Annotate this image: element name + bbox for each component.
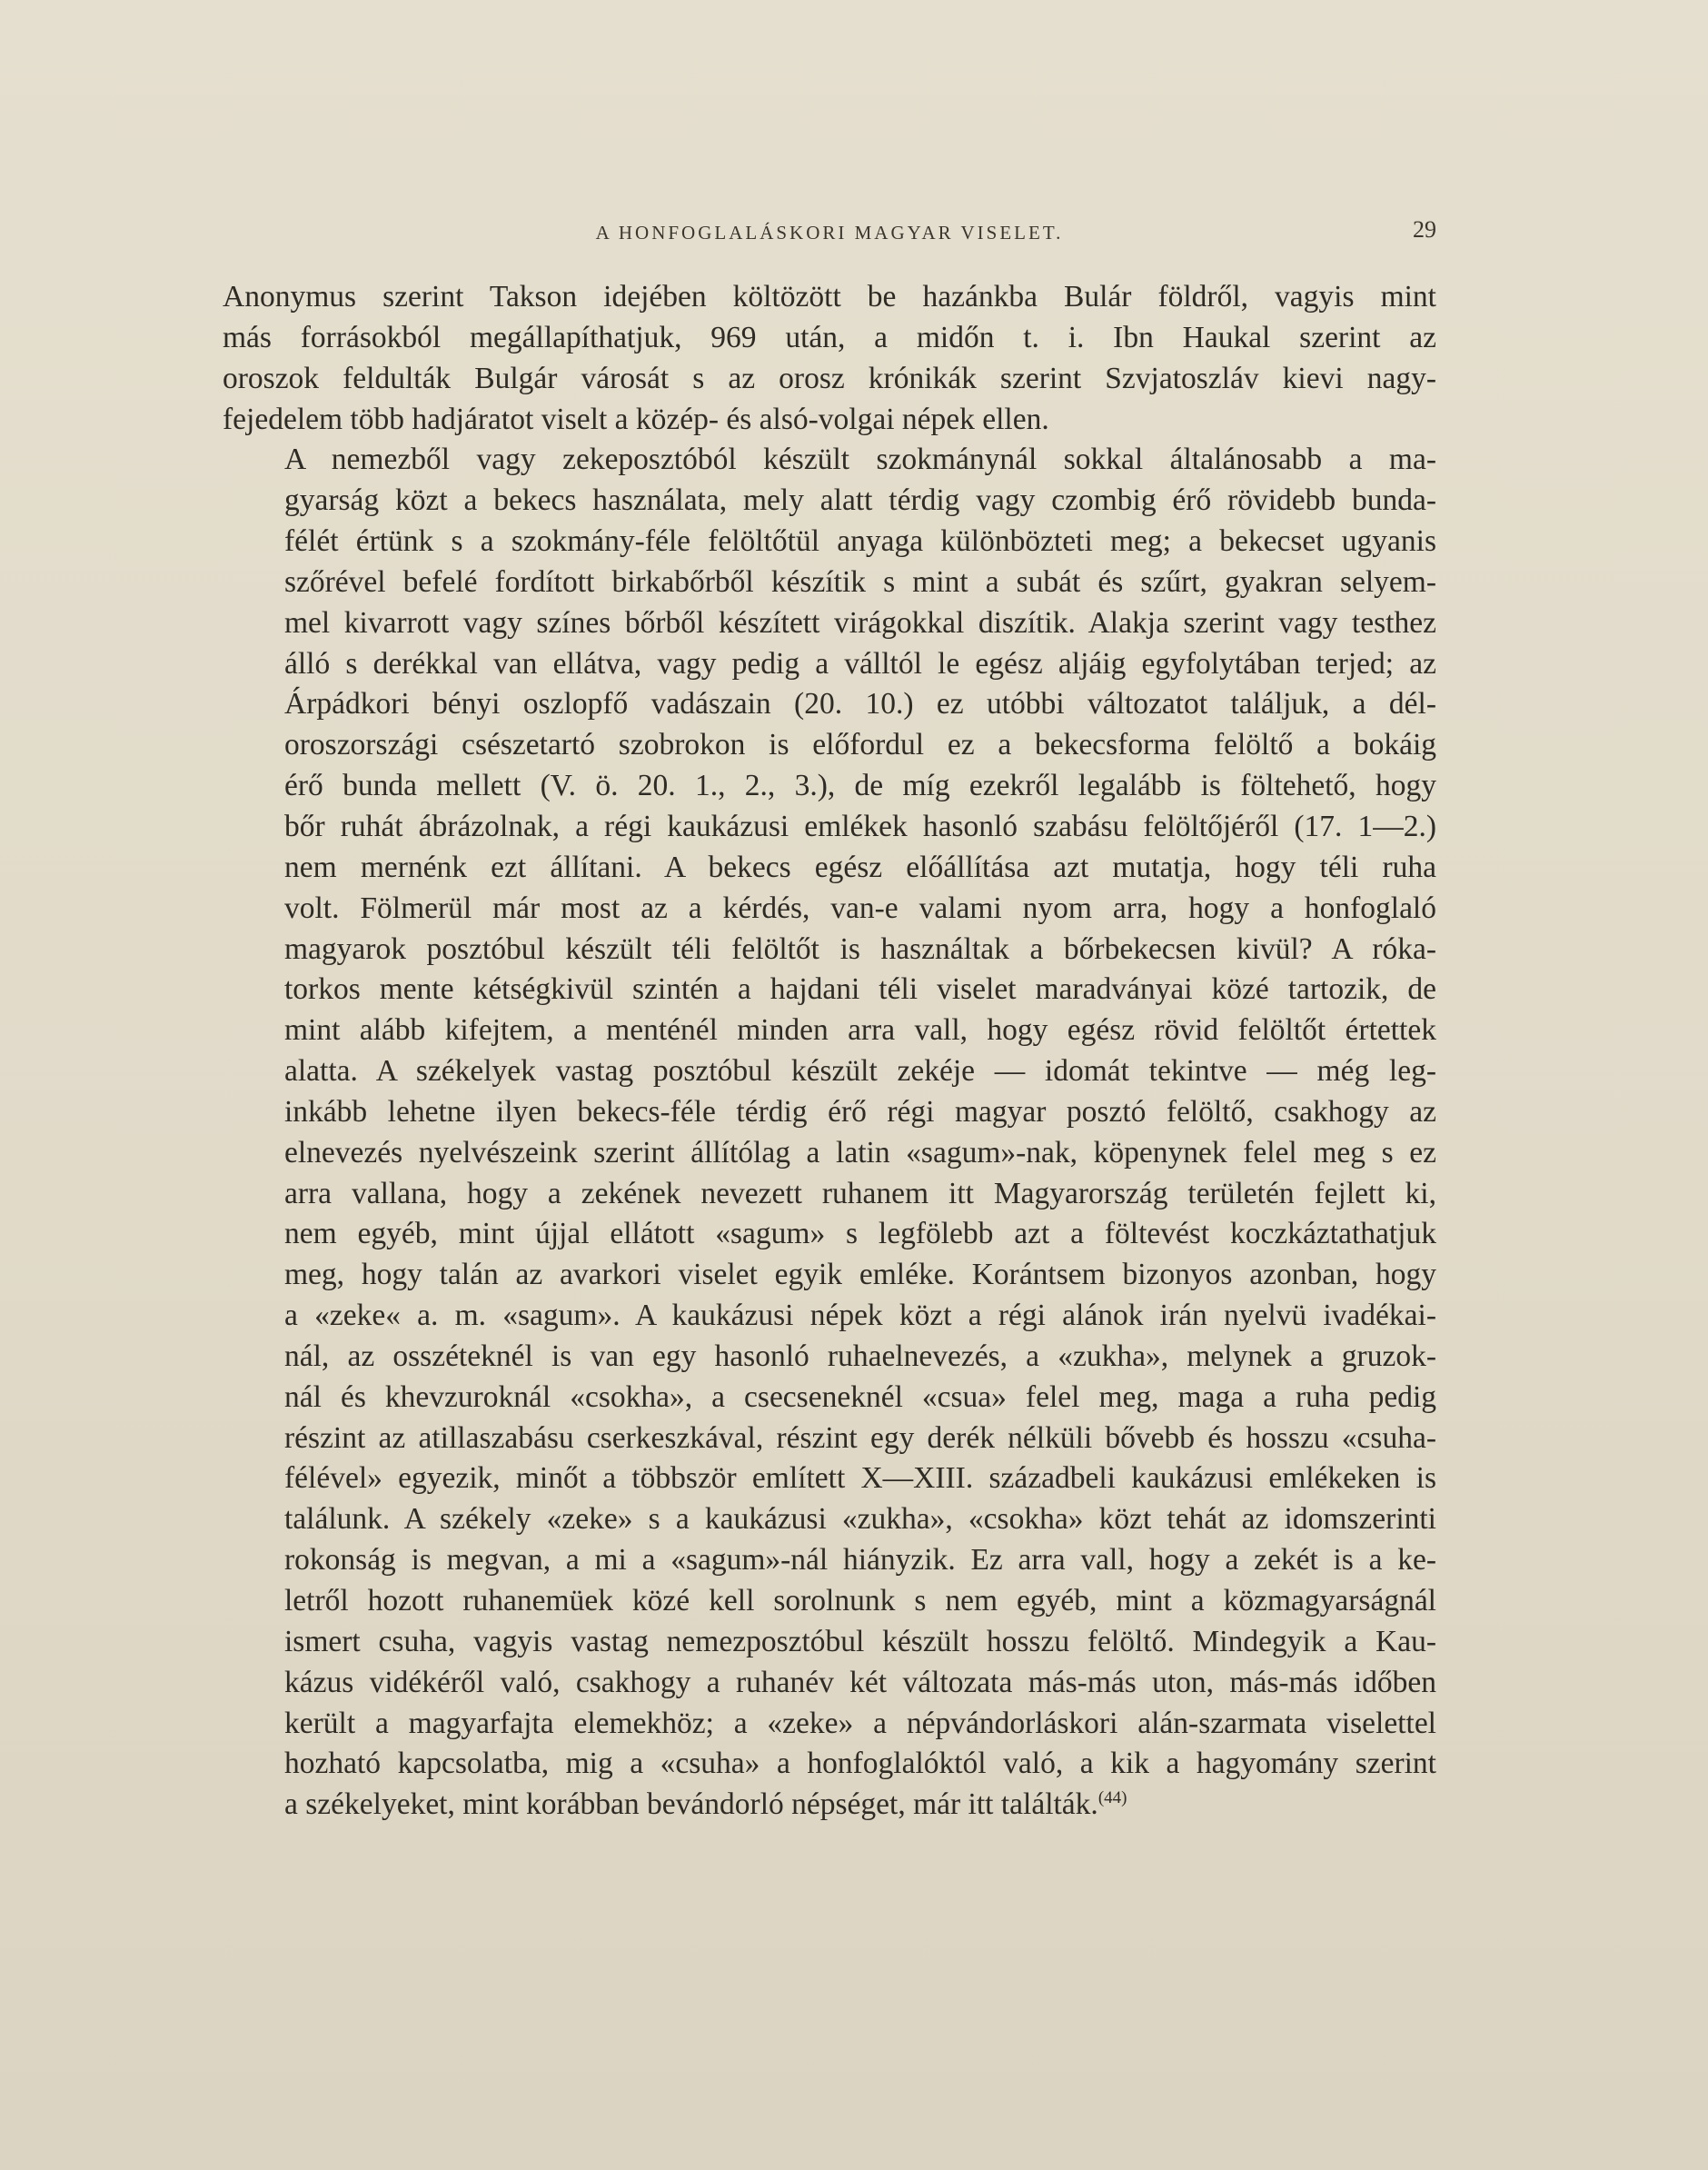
running-head: [223, 216, 1436, 253]
paragraph-1: [223, 277, 1436, 440]
text-line-last: [223, 1785, 1436, 1826]
text-line: hozható kapcsolatba, mig a «csuha» a honfoglalóktól való, a kik a hagyomány szerint: [284, 1747, 1436, 1781]
text-line: félét értünk s a szokmány-féle felöltőtül anyaga különbözteti meg; a bekecset ugyanis: [284, 524, 1436, 559]
text-line: érő bunda mellett (V. ö. 20. 1., 2., 3.), de míg ezekről legalább is föltehető, hogy: [284, 769, 1436, 803]
text-line: gyarság közt a bekecs használata, mely alatt térdig vagy czombig érő rövidebb bunda-: [284, 483, 1436, 518]
text-line: magyarok posztóbul készült téli felöltőt is használtak a bőrbekecsen kivül? A róka-: [284, 931, 1436, 966]
text-line: alatta. A székelyek vastag posztóbul készült zekéje — idomát tekintve — még leg-: [284, 1054, 1436, 1089]
text-line: Árpádkori bényi oszlopfő vadászain (20. 10.) ez utóbbi változatot találjuk, a dél-: [284, 687, 1436, 722]
text-line: oroszországi csészetartó szobrokon is előfordul ez a bekecsforma felöltő a bokáig: [284, 728, 1436, 762]
text-line: nál, az osszéteknél is van egy hasonló ruhaelnevezés, a «zukha», melynek a gruzok-: [284, 1339, 1436, 1373]
text-line: A nemezből vagy zekeposztóból készült szokmánynál sokkal általánosabb a ma-: [284, 443, 1436, 477]
text-line: nem mernénk ezt állítani. A bekecs egész előállítása azt mutatja, hogy téli ruha: [284, 850, 1436, 884]
text-line: arra vallana, hogy a zekének nevezett ruhanem itt Magyarország területén fejlett ki,: [284, 1176, 1436, 1210]
text-line: mel kivarrott vagy színes bőrből készített virágokkal diszítik. Alakja szerint vagy testhez: [284, 605, 1436, 640]
text-line: volt. Fölmerül már most az a kérdés, van-e valami nyom arra, hogy a honfoglaló: [284, 891, 1436, 925]
text-line: fejedelem több hadjáratot viselt a közép- és alsó-volgai népek ellen.: [223, 402, 1049, 436]
text-line: a «zeke« a. m. «sagum». A kaukázusi népek közt a régi alánok irán nyelvü ivadékai-: [284, 1299, 1436, 1333]
text-line: letről hozott ruhanemüek közé kell sorolnunk s nem egyéb, mint a közmagyarságnál: [284, 1584, 1436, 1618]
text-line: meg, hogy talán az avarkori viselet egyik emléke. Korántsem bizonyos azonban, hogy: [284, 1258, 1436, 1292]
text-line: részint az atillaszabásu cserkeszkával, részint egy derék nélküli bővebb és hosszu «csuha-: [284, 1420, 1436, 1455]
text-line: szőrével befelé fordított birkabőrből készítik s mint a subát és szűrt, gyakran selyem-: [284, 564, 1436, 599]
running-title: A HONFOGLALÁSKORI MAGYAR VISELET.: [595, 222, 1064, 244]
text-line: torkos mente kétségkivül szintén a hajdani téli viselet maradványai közé tartozik, de: [284, 972, 1436, 1007]
text-line: bőr ruhát ábrázolnak, a régi kaukázusi emlékek hasonló szabásu felöltőjéről (17. 1—2.): [284, 809, 1436, 843]
text-line: inkább lehetne ilyen bekecs-féle térdig érő régi magyar posztó felöltő, csakhogy az: [284, 1094, 1436, 1129]
text-line: félével» egyezik, minőt a többször említett X—XIII. századbeli kaukázusi emlékeken is: [284, 1461, 1436, 1496]
text-line: kázus vidékéről való, csakhogy a ruhanév két változata más-más uton, más-más időben: [284, 1665, 1436, 1699]
text-line: találunk. A székely «zeke» s a kaukázusi «zukha», «csokha» közt tehát az idomszerinti: [284, 1502, 1436, 1537]
text-line: nál és khevzuroknál «csokha», a csecseneknél «csua» felel meg, maga a ruha pedig: [284, 1379, 1436, 1414]
text-line: ismert csuha, vagyis vastag nemezposztóbul készült hosszu felöltő. Mindegyik a Kau-: [284, 1624, 1436, 1658]
text-line: nem egyéb, mint újjal ellátott «sagum» s legfölebb azt a föltevést koczkáztathatjuk: [284, 1217, 1436, 1251]
text-line: más forrásokból megállapíthatjuk, 969 után, a midőn t. i. Ibn Haukal szerint az: [223, 320, 1436, 354]
text-line: mint alább kifejtem, a menténél minden arra vall, hogy egész rövid felöltőt értettek: [284, 1013, 1436, 1048]
text-line: Anonymus szerint Takson idejében költözött be hazánkba Bulár földről, vagyis mint: [223, 280, 1436, 314]
paragraph-2: [223, 440, 1436, 1826]
text-line: került a magyarfajta elemekhöz; a «zeke» a népvándorláskori alán-szarmata viselettel: [284, 1706, 1436, 1740]
page-number: 29: [1413, 216, 1436, 243]
last-line-text: a székelyeket, mint korábban bevándorló népséget, már itt találták.: [284, 1787, 1098, 1822]
footnote-reference[interactable]: (44): [1097, 1788, 1127, 1808]
text-line: rokonság is megvan, a mi a «sagum»-nál hiányzik. Ez arra vall, hogy a zekét is a ke-: [284, 1543, 1436, 1578]
text-line: elnevezés nyelvészeink szerint állítólag a latin «sagum»-nak, köpenynek felel meg s ez: [284, 1135, 1436, 1170]
text-line: oroszok feldulták Bulgár városát s az orosz krónikák szerint Szvjatoszláv kievi nagy-: [223, 361, 1436, 395]
body-text: [223, 277, 1436, 1826]
text-line: álló s derékkal van ellátva, vagy pedig a válltól le egész aljáig egyfolytában terjed; az: [284, 646, 1436, 681]
